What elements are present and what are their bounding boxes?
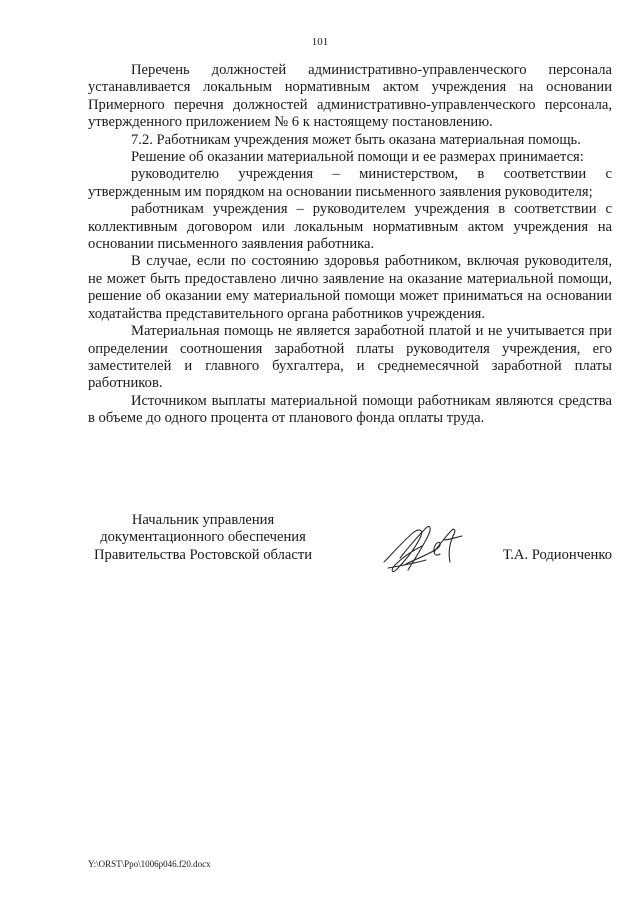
paragraph: 7.2. Работникам учреждения может быть оказана материальная помощь. (131, 131, 581, 148)
signature-block (88, 512, 612, 582)
page-number: 101 (311, 36, 329, 48)
paragraph: руководителю учреждения – министерством, в соответствии с утвержденным им порядком на основании письменного заявления руководителя; (88, 166, 612, 200)
paragraph: Источником выплаты материальной помощи работникам являются средства в объеме до одного процента от планового фонда оплаты труда. (88, 392, 612, 427)
paragraph: Решение об оказании материальной помощи и ее размерах принимается: (131, 149, 584, 166)
paragraph: работникам учреждения – руководителем учреждения в соответствии с коллективным договором или локальным нормативным актом учреждения на основании письменного заявления работника. (88, 201, 612, 253)
signatory-title-line: документационного обеспечения (100, 529, 306, 546)
paragraph: В случае, если по состоянию здоровья работником, включая руководителя, не может быть предоставлено лично заявление на оказание материальной помощи, решение об оказании ему материальной помощи может приниматься на основании ходатайства представительного органа работников учреждения. (88, 253, 612, 322)
signatory-title (88, 512, 318, 564)
signatory-title-line: Начальник управления (131, 512, 275, 528)
body-text (88, 62, 612, 428)
footer-file-path: Y:\ORST\Ppo\1006p046.f20.docx (88, 859, 211, 869)
paragraph: Материальная помощь не является заработной платой и не учитывается при определении соотношения заработной платы руководителя учреждения, его заместителей и главного бухгалтера, и среднемесячной заработной платы работников. (88, 323, 612, 392)
paragraph: Перечень должностей административно-управленческого персонала устанавливается локальным нормативным актом учреждения на основании Примерного перечня должностей административно-управленческого персонала, утвержденного приложением № 6 к настоящему постановлению. (88, 62, 612, 131)
handwritten-signature (378, 518, 468, 582)
signatory-name: Т.А. Родионченко (502, 547, 612, 563)
signatory-title-line: Правительства Ростовской области (93, 546, 313, 563)
